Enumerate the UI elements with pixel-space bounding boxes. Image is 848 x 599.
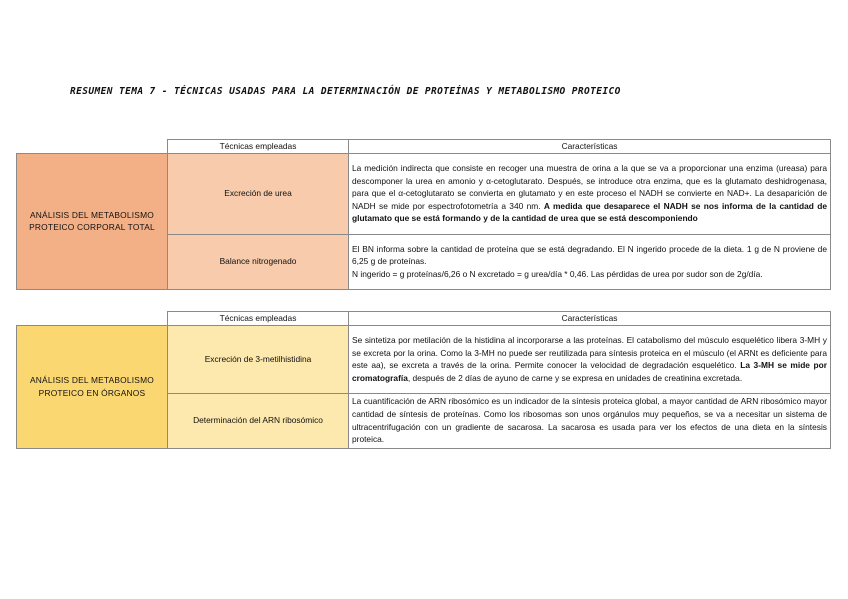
characteristics-text: La cuantificación de ARN ribosómico es un indicador de la síntesis proteica global, a mayor cantidad de ARN ribosómico mayor cantidad de síntesis de proteínas. Como los ribosomas son unos orgánulos muy pequeños, se va a necesitar un sistema de ultracentrifugación con un gradiente de sacarosa. La sacarosa es usada para ver los efectos de una dieta en la síntesis proteica.: [352, 396, 827, 445]
characteristics-formula-text: N ingerido = g proteínas/6,26 o N excretado = g urea/día * 0,46. Las pérdidas de urea por sudor son de 2g/día.: [352, 268, 763, 279]
table-row: [17, 153, 831, 234]
section-label: ANÁLISIS DEL METABOLISMO PROTEICO CORPORAL TOTAL: [17, 153, 168, 289]
table-organos: [16, 311, 831, 449]
technique-cell: Excreción de urea: [168, 153, 349, 234]
header-characteristics: Características: [349, 140, 831, 154]
technique-cell: Balance nitrogenado: [168, 234, 349, 289]
section-label: ANÁLISIS DEL METABOLISMO PROTEICO EN ÓRGANOS: [17, 325, 168, 448]
characteristics-bold-text: A medida que desaparece el NADH se nos informa de la cantidad de glutamato que se está formando y de la cantidad de urea que se está descomponiendo: [352, 200, 827, 224]
characteristics-text: El BN informa sobre la cantidad de proteína que se está degradando. El N ingerido procede de la dieta. 1 g de N proviene de 6,25 g de proteínas.: [352, 243, 827, 267]
characteristics-cell: [349, 393, 831, 448]
header-techniques: Técnicas empleadas: [168, 312, 349, 326]
characteristics-cell: [349, 325, 831, 393]
characteristics-text: La medición indirecta que consiste en recoger una muestra de orina a la que se va a proporcionar una enzima (ureasa) para descomponer la urea en amonio y α-cetoglutarato. Después, se introduce otra enzima, que es la glutamato deshidrogenasa, para que el α-cetoglutarato se convierta en glutamato y en este proceso el NADH se convierte en NAD+. La desaparición de NADH se mide por espectrofotometría a 340 nm.: [352, 163, 827, 211]
document-title: RESUMEN TEMA 7 - TÉCNICAS USADAS PARA LA DETERMINACIÓN DE PROTEÍNAS Y METABOLISMO PROTEICO: [70, 86, 621, 97]
header-characteristics: Características: [349, 312, 831, 326]
table-header-row: [17, 140, 831, 154]
characteristics-text: Se sintetiza por metilación de la histidina al incorporarse a las proteínas. El catabolismo del músculo esquelético libera 3-MH y se excreta por la orina. Como la 3-MH no puede ser reutilizada para síntesis proteica en el músculo (el ARNt es deficiente para este aa), se excreta a través de la orina. Permite conocer la velocidad de degradación esquelético.: [352, 334, 827, 371]
table-header-row: [17, 312, 831, 326]
characteristics-text-after: , después de 2 días de ayuno de carne y se expresa en unidades de creatinina excretada.: [407, 372, 743, 383]
characteristics-bold-text: La 3-MH se mide por cromatografía: [352, 360, 827, 383]
table-row: [17, 325, 831, 393]
header-techniques: Técnicas empleadas: [168, 140, 349, 154]
technique-cell: Determinación del ARN ribosómico: [168, 393, 349, 448]
characteristics-cell: [349, 153, 831, 234]
technique-cell: Excreción de 3-metilhistidina: [168, 325, 349, 393]
characteristics-cell: [349, 234, 831, 289]
table-corporal-total: [16, 139, 831, 290]
